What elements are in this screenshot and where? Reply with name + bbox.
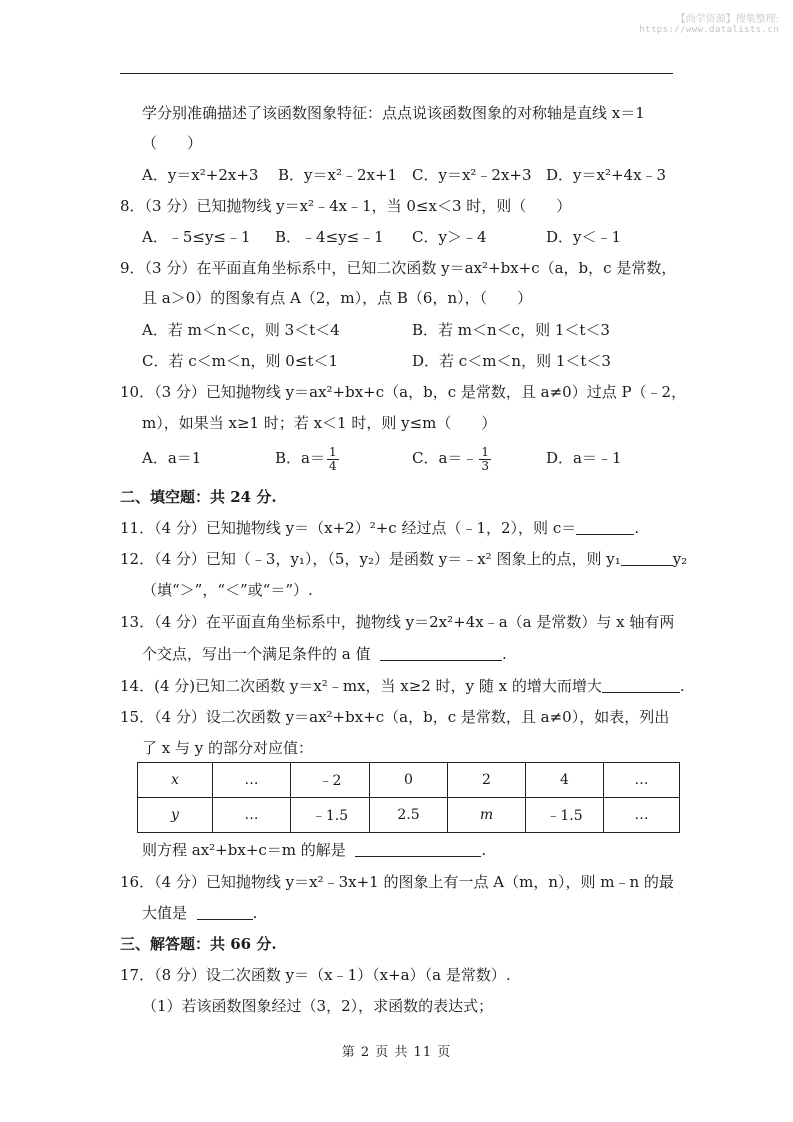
table-cell: … [213,763,291,798]
table-cell: ﹣1.5 [526,798,604,833]
q12-line2: （填“＞”，“＜”或“＝”）. [142,581,313,599]
table-cell: 2.5 [370,798,448,833]
q16-stem-line2: 大值是 [142,904,188,922]
q9-option-d: D．若 c＜m＜n，则 1＜t＜3 [412,352,611,370]
q11-tail: . [634,519,640,537]
q15-answer-blank[interactable] [355,842,481,857]
q14 [120,676,685,696]
q17-stem: 17．（8 分）设二次函数 y＝（x﹣1）（x+a）（a 是常数）. [120,966,511,984]
q12-answer-blank[interactable] [621,551,673,566]
q11 [120,518,639,538]
fraction-numerator: 1 [328,444,337,459]
q10-option-b-prefix: B．a＝ [275,449,325,467]
q15-tail: . [481,841,487,859]
table-cell: x [138,763,213,798]
q15-stem-line2: 了 x 与 y 的部分对应值： [142,739,314,757]
q16-tail: . [252,904,258,922]
table-cell: 0 [370,763,448,798]
q11-answer-blank[interactable] [576,520,634,535]
watermark-url: https://www.datalists.cn [639,25,779,35]
q10-option-c-prefix: C．a＝﹣ [412,449,478,467]
q7-stem-tail: 学分别准确描述了该函数图象特征：点点说该函数图象的对称轴是直线 x＝1 [142,104,645,122]
q15-stem-line1: 15．（4 分）设二次函数 y＝ax²+bx+c（a，b，c 是常数，且 a≠0），如表，列出 [120,708,670,726]
q12 [120,549,687,569]
q8-option-a: A．﹣5≤y≤﹣1 [142,228,251,246]
q13-stem-line2: 个交点，写出一个满足条件的 a 值 [142,645,371,663]
q12-after: y₂ [672,550,688,568]
q10-option-c-fraction [479,446,491,473]
q9-stem-line1: 9．（3 分）在平面直角坐标系中，已知二次函数 y＝ax²+bx+c（a，b，c 是常数， [120,259,677,277]
watermark-title: 【尚学资源】搜集整理: [675,14,779,25]
q15-after-table [142,840,486,860]
header-rule [120,73,673,74]
q14-tail: . [679,677,685,695]
q7-paren: （ ） [142,134,203,152]
table-cell: ﹣2 [291,763,370,798]
q13-line2 [142,644,507,664]
table-cell: y [138,798,213,833]
q8-stem: 8．（3 分）已知抛物线 y＝x²﹣4x﹣1，当 0≤x＜3 时，则（ ） [120,197,572,215]
q14-answer-blank[interactable] [602,678,680,693]
table-cell: … [213,798,291,833]
q15-after-text: 则方程 ax²+bx+c＝m 的解是 [142,841,346,859]
q11-stem: 11．（4 分）已知抛物线 y＝（x+2）²+c 经过点（﹣1，2），则 c＝ [120,519,577,537]
q10-option-a: A．a＝1 [142,449,202,467]
q13-tail: . [502,645,507,663]
q17-part1: （1）若该函数图象经过（3，2），求函数的表达式； [142,997,494,1015]
q9-stem-line2: 且 a＞0）的图象有点 A（2，m），点 B（6，n），（ ） [142,289,533,307]
q9-option-a: A．若 m＜n＜c，则 3＜t＜4 [142,321,340,339]
table-cell: ﹣1.5 [291,798,370,833]
q16-stem-line1: 16．（4 分）已知抛物线 y＝x²﹣3x+1 的图象上有一点 A（m，n），则 m﹣n 的最 [120,873,674,891]
table-row-x [138,763,680,798]
fraction-denominator: 4 [328,458,337,473]
q7-option-b: B．y＝x²﹣2x+1 [278,166,398,184]
q10-option-b-fraction [327,446,339,473]
q14-stem: 14．(4 分)已知二次函数 y＝x²﹣mx，当 x≥2 时，y 随 x 的增大而增大 [120,677,602,695]
q10-option-c [412,441,491,475]
table-cell: m [448,798,526,833]
q13-answer-blank[interactable] [380,646,502,661]
table-cell: … [604,798,680,833]
page-footer: 第 2 页 共 11 页 [341,1045,452,1060]
section-3-heading: 三、解答题：共 66 分. [120,935,277,953]
table-cell: 4 [526,763,604,798]
q7-option-c: C．y＝x²﹣2x+3 [412,166,532,184]
q10-option-b [275,441,339,475]
fraction-numerator: 1 [481,444,490,459]
q16-line2 [142,903,257,923]
table-row-y [138,798,680,833]
q16-answer-blank[interactable] [197,905,253,920]
q7-option-d: D．y＝x²+4x﹣3 [546,166,667,184]
q8-option-d: D．y＜﹣1 [546,228,622,246]
q13-stem-line1: 13．（4 分）在平面直角坐标系中，抛物线 y＝2x²+4x﹣a（a 是常数）与 x 轴有两 [120,613,675,631]
q9-option-b: B．若 m＜n＜c，则 1＜t＜3 [412,321,610,339]
table-cell: 2 [448,763,526,798]
q12-stem: 12．（4 分）已知（﹣3，y₁），（5，y₂）是函数 y＝﹣x² 图象上的点，则 y₁ [120,550,621,568]
q7-option-a: A．y＝x²+2x+3 [142,166,259,184]
q8-option-b: B．﹣4≤y≤﹣1 [275,228,384,246]
q10-option-d: D．a＝﹣1 [546,449,622,467]
q9-option-c: C．若 c＜m＜n，则 0≤t＜1 [142,352,338,370]
section-2-heading: 二、填空题：共 24 分. [120,488,277,506]
q15-value-table [137,762,680,833]
table-cell: … [604,763,680,798]
q8-option-c: C．y＞﹣4 [412,228,487,246]
fraction-denominator: 3 [481,458,490,473]
q10-stem-line1: 10．（3 分）已知抛物线 y＝ax²+bx+c（a，b，c 是常数，且 a≠0）过点 P（﹣2， [120,383,687,401]
q10-stem-line2: m），如果当 x≥1 时；若 x＜1 时，则 y≤m（ ） [142,414,497,432]
